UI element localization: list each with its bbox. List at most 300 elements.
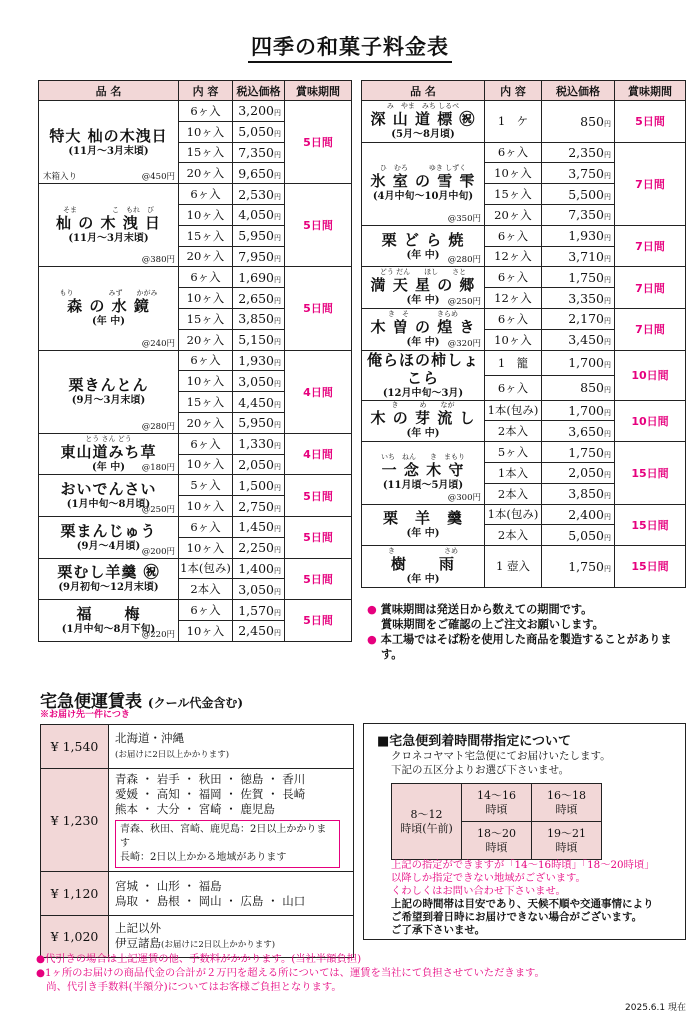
price-value: 3,710 xyxy=(568,248,604,264)
content-cell: 20ヶ入 xyxy=(485,204,542,225)
product-name: 木 の 芽 流 し xyxy=(370,409,476,428)
product-name: 栗きんとん xyxy=(68,376,149,395)
price-cell xyxy=(233,329,285,350)
delivery-time-box: ■宅急便到着時間帯指定について クロネコヤマト宅急便にてお届けいたします。 下記の五区分よりお選び下さいませ。 8～12 時頃(午前) 14～16 時頃 16～18 時頃 18～20 時頃 19～21 時頃 上記の指定ができますが「14～16時頃」「18～20時頃」 以降しか指定できない地域がございます。 くわしくはお問い合わせ下さいませ。 上記の時間帯は目安であり、天候不順や交通事情により ご希望到着日時にお届けできない場合がございます。 ご了承下さいませ。 xyxy=(363,723,686,940)
price-cell xyxy=(233,350,285,371)
yen-unit: 円 xyxy=(604,512,611,521)
product-name-cell xyxy=(362,142,485,225)
table-row xyxy=(362,546,686,588)
yen-unit: 円 xyxy=(604,533,611,542)
yen-unit: 円 xyxy=(604,296,611,305)
price-value: 1,750 xyxy=(568,444,604,460)
content-cell: 6ヶ入 xyxy=(179,516,233,537)
price-cell xyxy=(542,142,615,163)
product-season: (11月頃～5月頃) xyxy=(382,480,464,492)
product-name-cell xyxy=(39,350,179,433)
content-cell: 6ヶ入 xyxy=(485,267,542,288)
product-name-cell xyxy=(39,267,179,350)
price-cell xyxy=(233,454,285,475)
price-cell xyxy=(542,101,615,143)
header-price: 税込価格 xyxy=(542,81,615,101)
price-cell xyxy=(542,329,615,350)
price-value: 7,950 xyxy=(238,248,274,264)
content-cell: 6ヶ入 xyxy=(485,142,542,163)
table-header xyxy=(39,81,352,101)
product-name-cell xyxy=(362,225,485,267)
yen-unit: 円 xyxy=(604,234,611,243)
product-season: (5月～8月頃) xyxy=(391,128,455,140)
period-cell: 5日間 xyxy=(285,600,352,642)
table-row xyxy=(362,400,686,421)
period-cell: 4日間 xyxy=(285,350,352,433)
yen-unit: 円 xyxy=(274,462,281,471)
product-season: (12月中旬～3月) xyxy=(382,387,464,399)
unit-price: @220円 xyxy=(141,629,175,640)
yen-unit: 円 xyxy=(274,525,281,534)
product-name: 栗 ど ら 焼 xyxy=(381,230,465,249)
unit-price: @250円 xyxy=(141,504,175,515)
product-name-cell xyxy=(362,504,485,546)
product-season: (9月初旬～12月末頃) xyxy=(58,582,159,594)
content-cell: 12ヶ入 xyxy=(485,288,542,309)
yen-unit: 円 xyxy=(604,275,611,284)
content-cell: 15ヶ入 xyxy=(179,392,233,413)
yen-unit: 円 xyxy=(274,275,281,284)
product-name: おいでんさい xyxy=(60,480,157,499)
price-value: 4,450 xyxy=(238,394,274,410)
price-cell xyxy=(542,204,615,225)
price-cell xyxy=(542,375,615,400)
content-cell: 20ヶ入 xyxy=(179,246,233,267)
content-cell: 20ヶ入 xyxy=(179,329,233,350)
product-season: (年 中) xyxy=(406,295,440,307)
header-period: 賞味期間 xyxy=(615,81,686,101)
price-value: 1,400 xyxy=(238,560,274,576)
yen-unit: 円 xyxy=(604,213,611,222)
product-season: (1月中旬～8月頃) xyxy=(66,499,151,511)
period-cell: 7日間 xyxy=(615,225,686,267)
unit-price: @350円 xyxy=(447,213,481,224)
price-value: 7,350 xyxy=(238,144,274,160)
yen-unit: 円 xyxy=(274,338,281,347)
content-cell: 1 ケ xyxy=(485,101,542,143)
product-name: 特大 杣の木洩日 xyxy=(49,126,168,145)
period-cell: 7日間 xyxy=(615,142,686,225)
price-value: 1,930 xyxy=(568,228,604,244)
unit-price: @240円 xyxy=(141,338,175,349)
product-season: (9月～4月頃) xyxy=(76,540,141,552)
content-cell: 6ヶ入 xyxy=(179,267,233,288)
content-cell: 5ヶ入 xyxy=(179,475,233,496)
price-value: 1,500 xyxy=(238,477,274,493)
yen-unit: 円 xyxy=(604,429,611,438)
price-cell xyxy=(233,204,285,225)
content-cell: 2本入 xyxy=(485,421,542,442)
yen-unit: 円 xyxy=(274,608,281,617)
yen-unit: 円 xyxy=(274,442,281,451)
period-cell: 15日間 xyxy=(615,504,686,546)
price-value: 2,400 xyxy=(568,506,604,522)
page-title: 四季の和菓子料金表 xyxy=(0,31,700,61)
time-slot-table: 8～12 時頃(午前) 14～16 時頃 16～18 時頃 18～20 時頃 19～21 時頃 xyxy=(391,783,602,860)
yen-unit: 円 xyxy=(274,192,281,201)
content-cell: 1 壺入 xyxy=(485,546,542,588)
yen-unit: 円 xyxy=(274,504,281,513)
price-cell xyxy=(542,525,615,546)
price-cell xyxy=(233,225,285,246)
yen-unit: 円 xyxy=(274,379,281,388)
table-row xyxy=(362,504,686,525)
product-ruby: き さめ xyxy=(388,546,458,555)
yen-unit: 円 xyxy=(274,171,281,180)
price-value: 2,650 xyxy=(238,290,274,306)
product-name: 樹 雨 xyxy=(390,554,455,573)
content-cell: 10ヶ入 xyxy=(179,620,233,641)
product-name: 満 天 星 の 郷 xyxy=(370,276,476,295)
product-season: (年 中) xyxy=(406,573,440,585)
period-cell: 7日間 xyxy=(615,267,686,309)
header-price: 税込価格 xyxy=(233,81,285,101)
price-cell xyxy=(233,371,285,392)
shipping-row: ¥ 1,020 上記以外 伊豆諸島(お届けに2日以上かかります) xyxy=(41,916,354,958)
table-row xyxy=(362,225,686,246)
table-row xyxy=(362,101,686,143)
product-name: 木 曽 の 煌 き xyxy=(370,317,476,336)
content-cell: 1本(包み) xyxy=(179,558,233,579)
content-cell: 10ヶ入 xyxy=(485,163,542,184)
shipping-row: ¥ 1,540 北海道・沖縄 (お届けに2日以上かかります) xyxy=(41,725,354,769)
yen-unit: 円 xyxy=(274,234,281,243)
content-cell: 10ヶ入 xyxy=(179,288,233,309)
product-name: 杣 の 木 洩 日 xyxy=(56,213,161,232)
price-cell xyxy=(233,246,285,267)
content-cell: 1 籠 xyxy=(485,350,542,375)
content-cell: 6ヶ入 xyxy=(179,101,233,122)
price-value: 2,750 xyxy=(238,498,274,514)
period-cell: 10日間 xyxy=(615,350,686,400)
content-cell: 15ヶ入 xyxy=(179,225,233,246)
date-stamp: 2025.6.1 現在 xyxy=(625,1003,686,1013)
product-name-cell xyxy=(39,516,179,558)
price-cell xyxy=(233,121,285,142)
product-name-cell xyxy=(39,184,179,267)
price-value: 5,050 xyxy=(568,527,604,543)
product-name: 栗むし羊羹 ㊗ xyxy=(57,563,160,582)
period-cell: 4日間 xyxy=(285,433,352,475)
price-cell xyxy=(542,462,615,483)
table-row xyxy=(362,308,686,329)
price-value: 5,500 xyxy=(568,186,604,202)
period-cell: 5日間 xyxy=(285,516,352,558)
product-name-cell xyxy=(39,600,179,642)
content-cell: 6ヶ入 xyxy=(485,225,542,246)
yen-unit: 円 xyxy=(274,629,281,638)
yen-unit: 円 xyxy=(604,119,611,128)
price-value: 1,930 xyxy=(238,352,274,368)
price-value: 3,050 xyxy=(238,373,274,389)
product-ruby: き め なが xyxy=(391,401,455,410)
period-cell: 5日間 xyxy=(285,558,352,600)
yen-unit: 円 xyxy=(604,492,611,501)
price-value: 5,950 xyxy=(238,415,274,431)
price-value: 5,950 xyxy=(238,228,274,244)
yen-unit: 円 xyxy=(604,386,611,395)
price-value: 1,570 xyxy=(238,602,274,618)
price-cell xyxy=(233,433,285,454)
left-price-table xyxy=(38,80,352,642)
price-cell xyxy=(233,308,285,329)
unit-price: @320円 xyxy=(447,338,481,349)
unit-price: @200円 xyxy=(141,546,175,557)
table-row xyxy=(39,516,352,537)
price-cell xyxy=(542,308,615,329)
product-season: (年 中) xyxy=(92,315,125,327)
table-row xyxy=(39,433,352,454)
yen-unit: 円 xyxy=(604,150,611,159)
price-value: 5,150 xyxy=(238,332,274,348)
price-value: 1,700 xyxy=(568,355,604,371)
table-row xyxy=(39,475,352,496)
price-value: 3,200 xyxy=(238,103,274,119)
price-value: 1,750 xyxy=(568,558,604,574)
yen-unit: 円 xyxy=(274,587,281,596)
yen-unit: 円 xyxy=(274,254,281,263)
price-cell xyxy=(233,579,285,600)
unit-price: @450円 xyxy=(141,172,175,183)
content-cell: 10ヶ入 xyxy=(179,121,233,142)
content-cell: 20ヶ入 xyxy=(179,412,233,433)
content-cell: 6ヶ入 xyxy=(485,308,542,329)
product-name-cell xyxy=(362,267,485,309)
price-value: 5,050 xyxy=(238,124,274,140)
yen-unit: 円 xyxy=(274,317,281,326)
price-cell xyxy=(542,350,615,375)
price-cell xyxy=(542,442,615,463)
price-cell xyxy=(233,475,285,496)
price-value: 2,050 xyxy=(568,465,604,481)
yen-unit: 円 xyxy=(274,296,281,305)
unit-price: @280円 xyxy=(447,255,481,266)
header-name: 品 名 xyxy=(39,81,179,101)
price-value: 7,350 xyxy=(568,207,604,223)
price-cell xyxy=(542,546,615,588)
price-value: 3,750 xyxy=(568,165,604,181)
price-cell xyxy=(233,600,285,621)
product-name: 森 の 水 鏡 xyxy=(67,296,150,315)
yen-unit: 円 xyxy=(274,109,281,118)
table-row xyxy=(362,267,686,288)
yen-unit: 円 xyxy=(604,317,611,326)
shipping-subtitle: ※お届け先一件につき xyxy=(40,710,130,720)
price-value: 1,450 xyxy=(238,519,274,535)
table-row xyxy=(39,350,352,371)
price-cell xyxy=(542,163,615,184)
price-value: 2,170 xyxy=(568,311,604,327)
yen-unit: 円 xyxy=(604,192,611,201)
content-cell: 10ヶ入 xyxy=(179,371,233,392)
content-cell: 15ヶ入 xyxy=(485,184,542,205)
product-ruby: どう だん ほし さと xyxy=(379,268,467,277)
period-cell: 15日間 xyxy=(615,442,686,504)
content-cell: 10ヶ入 xyxy=(179,537,233,558)
unit-price: @280円 xyxy=(141,421,175,432)
price-cell xyxy=(233,496,285,517)
price-cell xyxy=(233,392,285,413)
period-cell: 15日間 xyxy=(615,546,686,588)
product-name: 東山道みち草 xyxy=(60,442,157,461)
product-ruby: ひ むろ ゆき しずく xyxy=(379,164,467,173)
unit-price: @380円 xyxy=(141,255,175,266)
product-season: (1月中旬～8月下旬) xyxy=(61,623,156,635)
product-name-cell xyxy=(362,101,485,143)
product-season: (11月～3月末頃) xyxy=(68,145,149,157)
product-name: 氷 室 の 雪 雫 xyxy=(370,172,476,191)
price-value: 2,350 xyxy=(568,144,604,160)
product-season: (11月～3月末頃) xyxy=(68,232,149,244)
product-season: (9月～3月末頃) xyxy=(71,395,146,407)
product-season: (年 中) xyxy=(406,528,440,540)
content-cell: 15ヶ入 xyxy=(179,142,233,163)
price-cell xyxy=(542,184,615,205)
price-value: 3,850 xyxy=(238,311,274,327)
product-name-cell xyxy=(362,308,485,350)
yen-unit: 円 xyxy=(604,254,611,263)
content-cell: 10ヶ入 xyxy=(179,204,233,225)
content-cell: 10ヶ入 xyxy=(179,454,233,475)
shipping-title: 宅急便運賃表 (クール代金含む) xyxy=(40,692,244,712)
price-value: 3,450 xyxy=(568,332,604,348)
product-name-cell xyxy=(39,475,179,517)
shipping-table xyxy=(40,724,354,958)
price-value: 2,250 xyxy=(238,540,274,556)
price-value: 9,650 xyxy=(238,165,274,181)
content-cell: 10ヶ入 xyxy=(179,496,233,517)
content-cell: 1本(包み) xyxy=(485,400,542,421)
table-row xyxy=(39,101,352,122)
yen-unit: 円 xyxy=(604,471,611,480)
yen-unit: 円 xyxy=(604,171,611,180)
product-season: (年 中) xyxy=(92,461,125,473)
price-value: 4,050 xyxy=(238,207,274,223)
content-cell: 15ヶ入 xyxy=(179,308,233,329)
header-content: 内 容 xyxy=(485,81,542,101)
price-cell xyxy=(233,537,285,558)
content-cell: 20ヶ入 xyxy=(179,163,233,184)
yen-unit: 円 xyxy=(274,483,281,492)
product-name-cell xyxy=(362,442,485,504)
content-cell: 1本入 xyxy=(485,462,542,483)
notes: ● 賞味期間は発送日から数えての期間です。 賞味期間をご確認の上ご注文お願いします。 ● 本工場ではそば粉を使用した商品を製造することがあります。 xyxy=(367,602,672,661)
yen-unit: 円 xyxy=(604,408,611,417)
period-cell: 5日間 xyxy=(285,184,352,267)
price-value: 3,050 xyxy=(238,581,274,597)
yen-unit: 円 xyxy=(274,566,281,575)
product-ruby: いち ねん き まもり xyxy=(381,453,465,462)
table-row xyxy=(362,142,686,163)
product-name-cell xyxy=(39,433,179,475)
yen-unit: 円 xyxy=(274,213,281,222)
content-cell: 6ヶ入 xyxy=(179,600,233,621)
price-cell xyxy=(542,421,615,442)
yen-unit: 円 xyxy=(604,361,611,370)
table-row xyxy=(39,184,352,205)
price-value: 1,700 xyxy=(568,402,604,418)
yen-unit: 円 xyxy=(274,150,281,159)
product-ruby: そま こ もれ び xyxy=(63,205,154,214)
price-cell xyxy=(233,516,285,537)
product-season: (4月中旬～10月中旬) xyxy=(372,191,474,203)
footer-notes: ●代引きの場合は上記運賃の他、手数料がかかります。(当社半額負担) ●1ヶ所のお届けの商品代金の合計が２万円を超える所については、運賃を当社にて負担させていただきます。 尚、代引き手数料(半額分)についてはお客様ご負担となります。 xyxy=(36,953,545,993)
period-cell: 5日間 xyxy=(285,475,352,517)
price-cell xyxy=(233,101,285,122)
product-name: 福 梅 xyxy=(76,604,141,623)
shipping-row: ¥ 1,230 青森 ・ 岩手 ・ 秋田 ・ 徳島 ・ 香川 愛媛 ・ 高知 ・ 福岡 ・ 佐賀 ・ 長崎 熊本 ・ 大分 ・ 宮崎 ・ 鹿児島 青森、秋田、宮崎、鹿児島：2日以上かかります 長崎：2日以上かかる地域があります xyxy=(41,769,354,872)
price-cell xyxy=(542,267,615,288)
content-cell: 2本入 xyxy=(485,483,542,504)
price-value: 2,050 xyxy=(238,456,274,472)
product-name: 栗まんじゅう xyxy=(60,521,157,540)
product-name-cell xyxy=(39,558,179,600)
product-season: (年 中) xyxy=(406,249,440,261)
shipping-note-box: 青森、秋田、宮崎、鹿児島：2日以上かかります 長崎：2日以上かかる地域があります xyxy=(115,820,340,868)
yen-unit: 円 xyxy=(274,130,281,139)
yen-unit: 円 xyxy=(274,358,281,367)
price-value: 850 xyxy=(580,113,604,129)
product-name: 俺らほの柿しょこら xyxy=(366,350,479,387)
price-value: 3,350 xyxy=(568,290,604,306)
content-cell: 2本入 xyxy=(485,525,542,546)
price-cell xyxy=(542,483,615,504)
yen-unit: 円 xyxy=(604,338,611,347)
period-cell: 5日間 xyxy=(285,101,352,184)
content-cell: 12ヶ入 xyxy=(485,246,542,267)
price-value: 2,450 xyxy=(238,623,274,639)
product-name: 深 山 道 標 ㊗ xyxy=(370,109,476,128)
period-cell: 10日間 xyxy=(615,400,686,442)
price-value: 850 xyxy=(580,380,604,396)
content-cell: 5ヶ入 xyxy=(485,442,542,463)
product-name-cell xyxy=(362,350,485,400)
table-row xyxy=(39,267,352,288)
content-cell: 6ヶ入 xyxy=(485,375,542,400)
product-season: (年 中) xyxy=(406,336,440,348)
yen-unit: 円 xyxy=(274,400,281,409)
price-cell xyxy=(233,267,285,288)
period-cell: 7日間 xyxy=(615,308,686,350)
product-name-cell xyxy=(362,546,485,588)
yen-unit: 円 xyxy=(604,564,611,573)
price-cell xyxy=(233,142,285,163)
price-value: 1,750 xyxy=(568,269,604,285)
product-ruby: とう さん どう xyxy=(85,434,132,443)
price-value: 1,330 xyxy=(238,436,274,452)
table-row xyxy=(39,600,352,621)
price-cell xyxy=(542,246,615,267)
yen-unit: 円 xyxy=(604,450,611,459)
content-cell: 10ヶ入 xyxy=(485,329,542,350)
price-cell xyxy=(542,288,615,309)
product-ruby: き そ きらめ xyxy=(388,309,458,318)
unit-price: @300円 xyxy=(447,492,481,503)
price-cell xyxy=(542,504,615,525)
price-cell xyxy=(233,288,285,309)
right-price-table xyxy=(361,80,686,588)
content-cell: 6ヶ入 xyxy=(179,350,233,371)
yen-unit: 円 xyxy=(274,421,281,430)
price-cell xyxy=(233,412,285,433)
content-cell: 2本入 xyxy=(179,579,233,600)
price-cell xyxy=(233,184,285,205)
